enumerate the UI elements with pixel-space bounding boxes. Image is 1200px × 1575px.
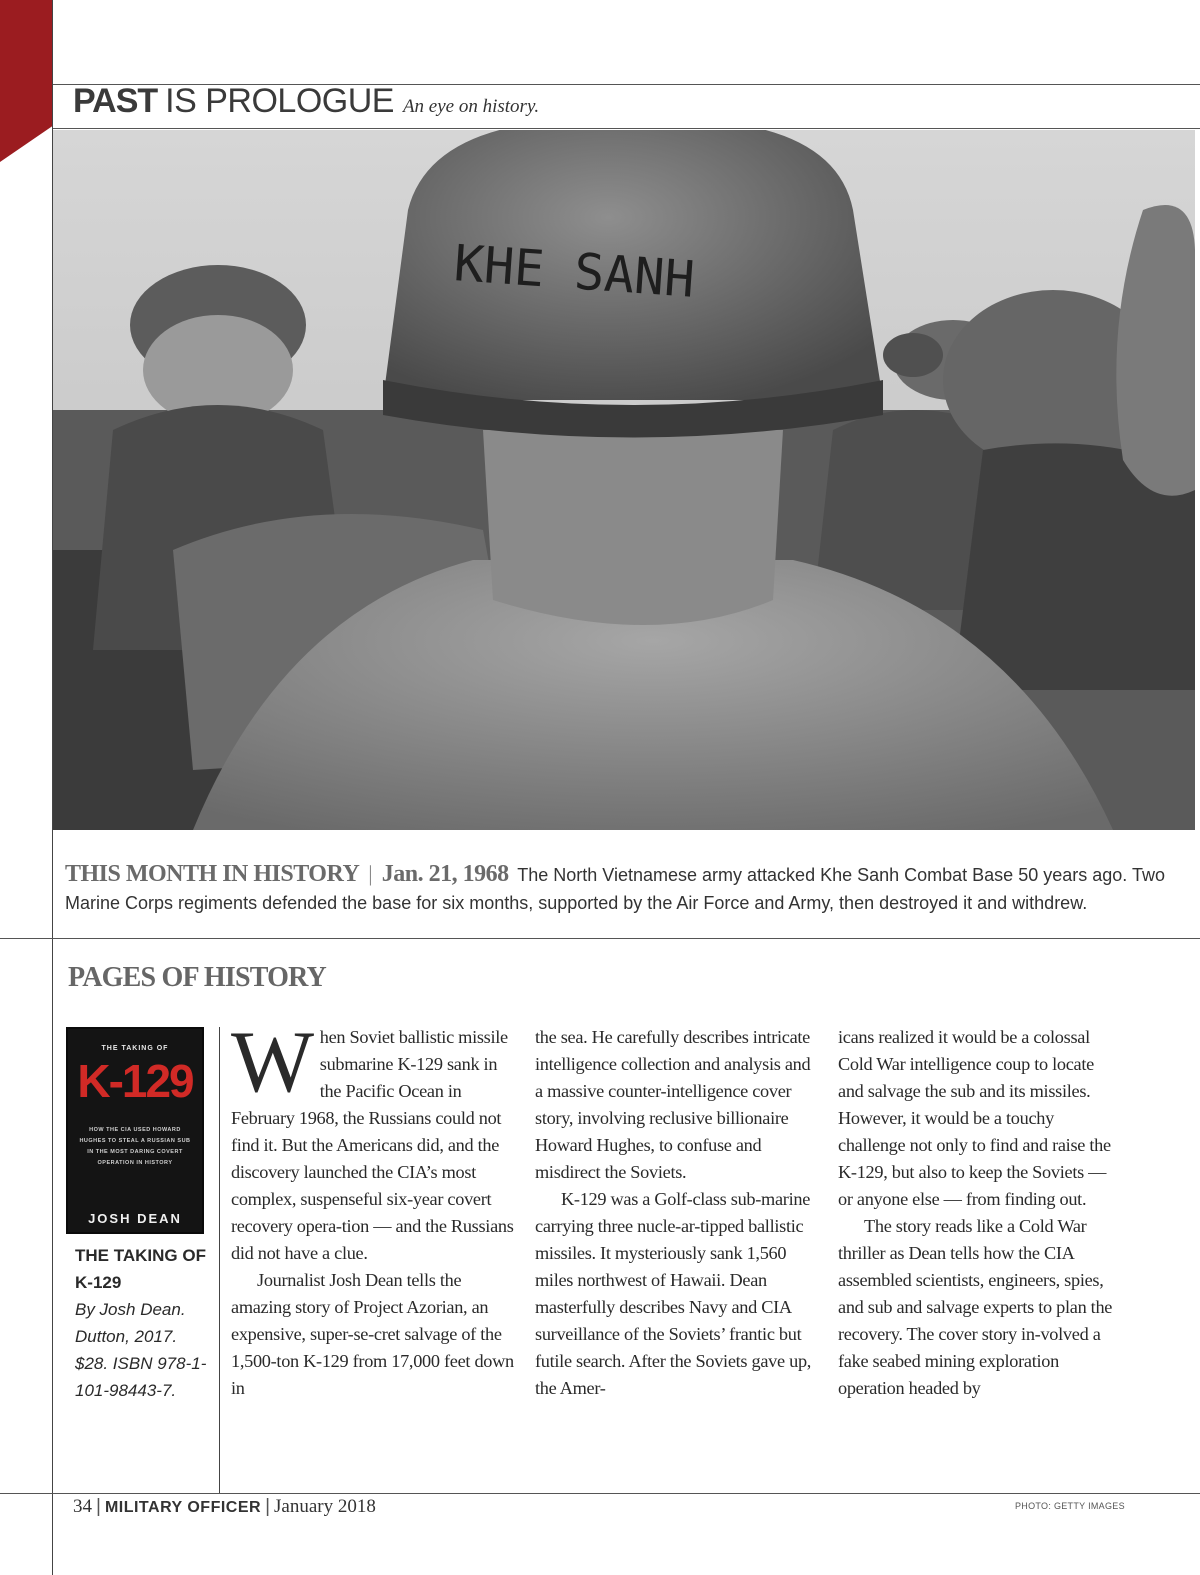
caption-text: The North Vietnamese army attacked Khe Sanh Combat Base 50 years ago. Two Marine Corps regiments defended the base for six months, supported by the Air Force and Army, then destroyed it and withdrew. [65,865,1165,913]
page-footer: 34 | MILITARY OFFICER | January 2018 [73,1496,376,1517]
article-column-3 [838,1024,1123,1402]
article-paragraph [231,1014,515,1267]
pages-of-history-title: PAGES OF HISTORY [68,962,326,993]
helmet-graffiti: KHE SANH [452,234,697,309]
book-cover-subtitle: HOW THE CIA USED HOWARD HUGHES TO STEAL A RUSSIAN SUB IN THE MOST DARING COVERT OPERATION IN HISTORY [79,1127,191,1166]
article-text: hen Soviet ballistic missile submarine K-129 sank in the Pacific Ocean in February 1968, the Russians could not find it. But the Americans did, and the discovery launched the CIA’s most complex, suspenseful six-year covert recovery opera-tion — and the Russians did not have a clue. [231,1027,514,1263]
section-title-bold: PAST [73,82,158,120]
book-cover-author: JOSH DEAN [88,1211,182,1226]
book-info [75,1242,210,1404]
book-cover-title: K-129 [77,1055,193,1107]
header-bottom-rule [53,128,1200,129]
this-month-caption [65,860,1165,917]
caption-bottom-rule [0,938,1200,939]
drop-cap: W [231,1014,314,1111]
issue-date: January 2018 [274,1496,376,1517]
caption-date: Jan. 21, 1968 [381,861,509,887]
article-column-1 [231,1014,515,1402]
book-info-details: By Josh Dean. Dutton, 2017. $28. ISBN 978-1-101-98443-7. [75,1300,207,1400]
article-paragraph: K-129 was a Golf-class sub-marine carrying three nucle-ar-tipped ballistic missiles. It mysteriously sank 1,560 miles northwest of Hawaii. Dean masterfully describes Navy and CIA surveillance of the Soviets’ frantic but futile search. After the Soviets gave up, the Amer- [535,1189,812,1398]
section-header [73,82,539,128]
book-cover-the-taking: THE TAKING OF [101,1045,169,1052]
article-column-2 [535,1024,820,1402]
article-paragraph: Journalist Josh Dean tells the amazing story of Project Azorian, an expensive, super-se-cret salvage of the 1,500-ton K-129 from 17,000 feet down in [231,1270,514,1398]
khe-sanh-photo [53,130,1195,830]
caption-label: THIS MONTH IN HISTORY [65,861,360,887]
footer-rule [0,1493,1200,1494]
column-divider-rule [219,1027,220,1493]
article-paragraph: The story reads like a Cold War thriller as Dean tells how the CIA assembled scientists, engineers, spies, and sub and salvage experts to plan the recovery. The cover story in-volved a fake seabed mining exploration operation headed by [838,1216,1113,1398]
article-paragraph: the sea. He carefully describes intricate intelligence collection and analysis and a massive counter-intelligence cover story, involving reclusive billionaire Howard Hughes, to confuse and misdirect the Soviets. [535,1027,811,1182]
magazine-name: MILITARY OFFICER [104,1499,262,1516]
caption-separator: | [368,861,373,886]
section-title-light: IS PROLOGUE [165,82,394,120]
red-corner-accent [0,0,52,162]
page-number: 34 [73,1496,92,1517]
article-paragraph: icans realized it would be a colossal Cold War intelligence coup to locate and salvage the sub and its missiles. However, it would be a touchy challenge not only to find and raise the K-129, but also to keep the Soviets — or anyone else — from finding out. [838,1027,1111,1209]
photo-credit: PHOTO: GETTY IMAGES [1015,1501,1125,1511]
section-tagline: An eye on history. [402,96,540,117]
book-info-title: THE TAKING OF K-129 [75,1246,206,1292]
book-cover-image [66,1027,204,1234]
